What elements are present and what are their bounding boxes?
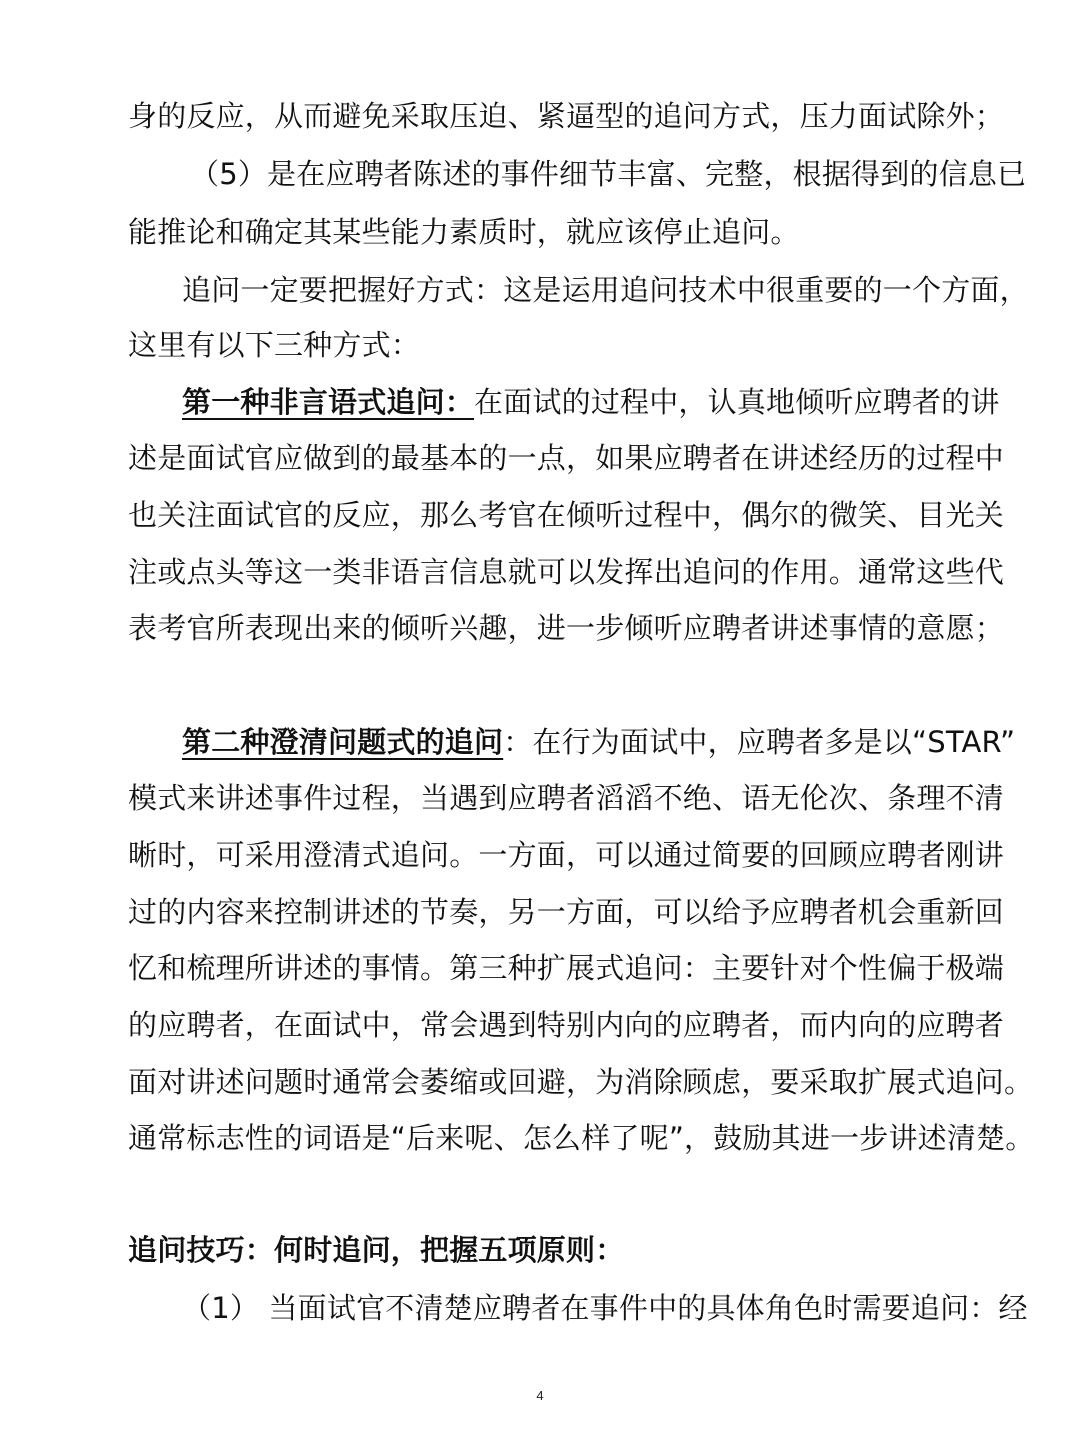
paragraph-line: （5）是在应聘者陈述的事件细节丰富、完整，根据得到的信息已 [190,157,1027,191]
paragraph-line: （1） 当面试官不清楚应聘者在事件中的具体角色时需要追问：经 [182,1291,1028,1325]
paragraph-line: 晰时，可采用澄清式追问。一方面，可以通过简要的回顾应聘者刚讲 [128,838,1005,872]
paragraph-line: 追问一定要把握好方式：这是运用追问技术中很重要的一个方面， [182,273,1029,307]
method-two-heading: 第二种澄清问题式的追问 [182,725,504,759]
paragraph-line: 身的反应，从而避免采取压迫、紧逼型的追问方式，压力面试除外； [128,99,1005,133]
paragraph-line: 忆和梳理所讲述的事情。第三种扩展式追问：主要针对个性偏于极端 [128,951,1005,985]
paragraph-line: 这里有以下三种方式： [128,328,421,362]
method-one-heading: 第一种非言语式追问： [182,385,475,419]
paragraph-line: 注或点头等这一类非语言信息就可以发挥出追问的作用。通常这些代 [128,555,1005,589]
paragraph-line: 模式来讲述事件过程，当遇到应聘者滔滔不绝、语无伦次、条理不清 [128,781,1005,815]
paragraph-line: 的应聘者，在面试中，常会遇到特别内向的应聘者，而内向的应聘者 [128,1008,1005,1042]
paragraph-line [182,382,1000,422]
paragraph-line: 面对讲述问题时通常会萎缩或回避，为消除顾虑，要采取扩展式追问。 [128,1065,1034,1099]
paragraph-line [182,722,1016,762]
paragraph-line: 表考官所表现出来的倾听兴趣，进一步倾听应聘者讲述事情的意愿； [128,611,1005,645]
page-number: 4 [536,1388,544,1403]
method-two-text: ：在行为面试中，应聘者多是以“STAR” [503,725,1016,759]
section-heading: 追问技巧：何时追问，把握五项原则： [128,1233,625,1267]
paragraph-line: 通常标志性的词语是“后来呢、怎么样了呢”，鼓励其进一步讲述清楚。 [128,1121,1035,1155]
paragraph-line: 述是面试官应做到的最基本的一点，如果应聘者在讲述经历的过程中 [128,441,1005,475]
paragraph-line: 能推论和确定其某些能力素质时，就应该停止追问。 [128,215,800,249]
paragraph-line: 也关注面试官的反应，那么考官在倾听过程中，偶尔的微笑、目光关 [128,498,1005,532]
method-one-text: 在面试的过程中，认真地倾听应聘者的讲 [474,385,1000,419]
paragraph-line: 过的内容来控制讲述的节奏，另一方面，可以给予应聘者机会重新回 [128,895,1005,929]
